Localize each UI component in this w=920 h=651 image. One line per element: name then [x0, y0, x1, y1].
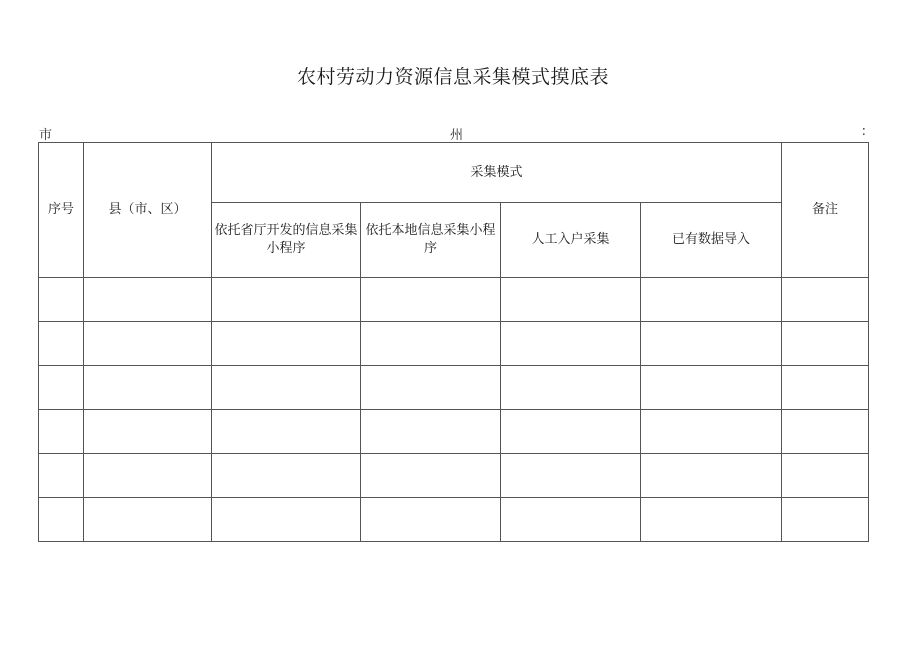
cell-serial[interactable] [39, 278, 84, 322]
cell-data-import[interactable] [641, 366, 782, 410]
prefecture-label: 州 [450, 128, 464, 143]
table-row [39, 410, 869, 454]
table-body [39, 278, 869, 542]
cell-remarks[interactable] [782, 454, 869, 498]
cell-local-app[interactable] [361, 454, 501, 498]
city-label: 市 [39, 128, 53, 143]
cell-door-to-door[interactable] [501, 410, 641, 454]
form-title: 农村劳动力资源信息采集模式摸底表 [296, 66, 609, 88]
cell-provincial-app[interactable] [212, 278, 361, 322]
cell-county[interactable] [84, 322, 212, 366]
collection-mode-table [38, 142, 869, 542]
cell-remarks[interactable] [782, 366, 869, 410]
cell-serial[interactable] [39, 410, 84, 454]
region-fill-line [38, 124, 868, 143]
cell-serial[interactable] [39, 454, 84, 498]
cell-provincial-app[interactable] [212, 322, 361, 366]
header-serial-number: 序号 [39, 143, 84, 278]
table-row [39, 498, 869, 542]
header-mode-provincial-app: 依托省厅开发的信息采集小程序 [212, 203, 361, 278]
cell-county[interactable] [84, 366, 212, 410]
cell-door-to-door[interactable] [501, 322, 641, 366]
cell-local-app[interactable] [361, 498, 501, 542]
cell-county[interactable] [84, 498, 212, 542]
cell-remarks[interactable] [782, 278, 869, 322]
cell-provincial-app[interactable] [212, 454, 361, 498]
table-row [39, 366, 869, 410]
cell-remarks[interactable] [782, 498, 869, 542]
cell-county[interactable] [84, 454, 212, 498]
cell-data-import[interactable] [641, 498, 782, 542]
header-mode-door-to-door: 人工入户采集 [501, 203, 641, 278]
cell-provincial-app[interactable] [212, 410, 361, 454]
header-mode-data-import: 已有数据导入 [641, 203, 782, 278]
cell-door-to-door[interactable] [501, 498, 641, 542]
table-row [39, 322, 869, 366]
cell-local-app[interactable] [361, 322, 501, 366]
cell-data-import[interactable] [641, 454, 782, 498]
header-county: 县（市、区） [84, 143, 212, 278]
cell-remarks[interactable] [782, 410, 869, 454]
cell-door-to-door[interactable] [501, 278, 641, 322]
table-row [39, 278, 869, 322]
header-remarks: 备注 [782, 143, 869, 278]
header-mode-local-app: 依托本地信息采集小程序 [361, 203, 501, 278]
table-row [39, 454, 869, 498]
cell-data-import[interactable] [641, 322, 782, 366]
cell-county[interactable] [84, 278, 212, 322]
cell-county[interactable] [84, 410, 212, 454]
cell-provincial-app[interactable] [212, 366, 361, 410]
colon-mark: : [861, 124, 866, 139]
cell-serial[interactable] [39, 498, 84, 542]
cell-door-to-door[interactable] [501, 454, 641, 498]
cell-serial[interactable] [39, 322, 84, 366]
cell-provincial-app[interactable] [212, 498, 361, 542]
cell-remarks[interactable] [782, 322, 869, 366]
cell-serial[interactable] [39, 366, 84, 410]
cell-local-app[interactable] [361, 278, 501, 322]
cell-local-app[interactable] [361, 366, 501, 410]
header-collection-mode: 采集模式 [212, 143, 782, 203]
cell-door-to-door[interactable] [501, 366, 641, 410]
cell-data-import[interactable] [641, 278, 782, 322]
cell-local-app[interactable] [361, 410, 501, 454]
cell-data-import[interactable] [641, 410, 782, 454]
